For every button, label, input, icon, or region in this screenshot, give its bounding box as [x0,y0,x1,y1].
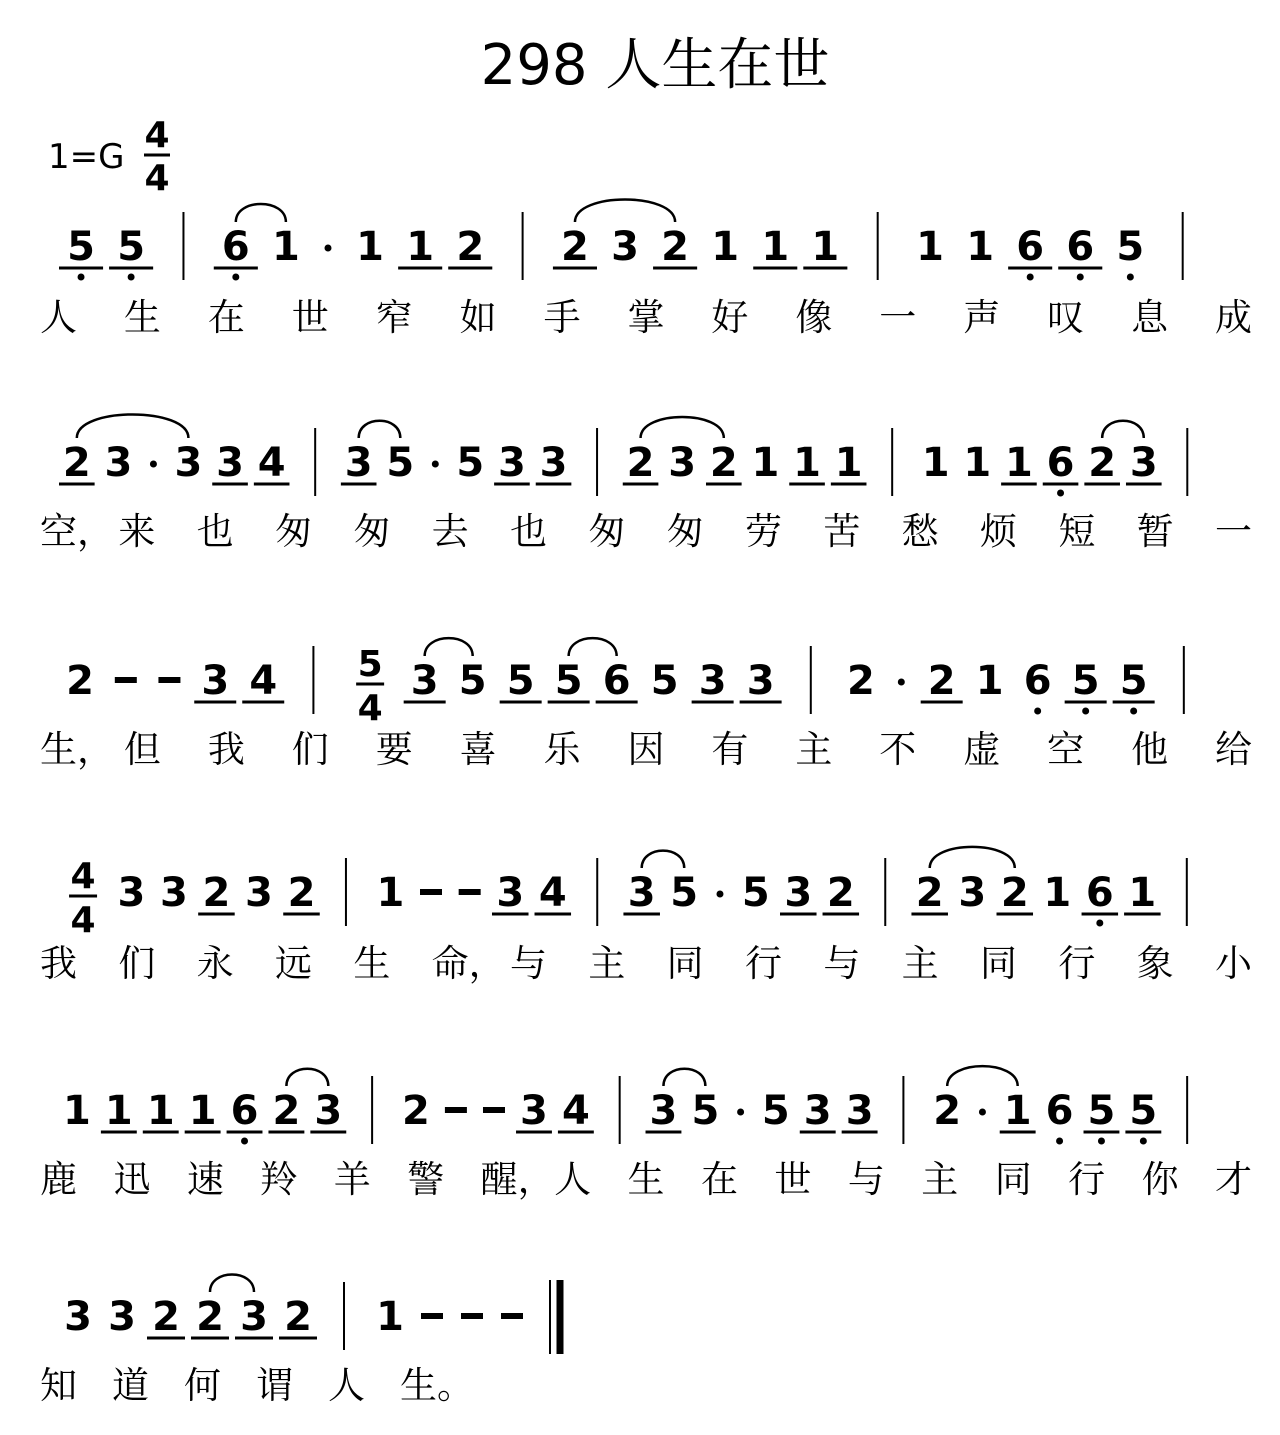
lyric-syllable: 象 [1136,942,1174,985]
note: 5 [67,224,95,270]
lyric-syllable: 窄 [375,296,413,339]
note: 5 [506,658,535,704]
lyric-syllable: 与 [823,942,861,985]
lyric-syllable: 一 [879,296,917,339]
note: 3 [117,870,146,916]
octave-dot-below [1077,274,1084,281]
lyric-syllable: 也 [196,510,234,553]
slur [286,1069,328,1086]
note: 6 [1016,224,1045,270]
note: 6 [602,658,631,704]
note: 1 [1128,870,1157,916]
lyric-syllable: 掌 [627,296,665,339]
note: 6 [221,224,250,270]
note: 2 [152,1294,180,1340]
note: 1 [376,870,405,916]
octave-dot-below [1057,490,1064,497]
note: 6 [230,1088,259,1134]
dash-extension [501,1313,523,1319]
octave-dot-below [1096,920,1103,927]
note: 2 [561,224,589,270]
note: 2 [456,224,485,270]
octave-dot-below [1127,274,1134,281]
note: 3 [698,658,727,704]
score-line [40,847,1253,985]
lyric-syllable: 小 [1215,942,1252,985]
lyric-syllable: 我 [207,728,245,771]
note: 3 [216,440,244,486]
lyric-syllable: 叹 [1047,296,1085,339]
note: 6 [1045,1088,1074,1134]
lyric-syllable: 同 [994,1158,1032,1201]
lyric-syllable: 也 [510,510,547,553]
note: 5 [670,870,699,916]
lyric-syllable: 行 [1058,942,1096,985]
note: 2 [927,658,956,704]
note: 3 [784,870,813,916]
lyric-syllable: 生。 [400,1364,474,1407]
note: 3 [539,440,568,486]
lyric-syllable: 命， [431,942,506,985]
note: 1 [376,1294,404,1340]
octave-dot-below [241,1138,248,1145]
note: 2 [709,440,738,486]
lyric-syllable: 我 [40,942,77,985]
augmentation-dot [716,891,723,898]
lyric-syllable: 一 [1215,510,1252,553]
lyric-line [40,510,1252,553]
note: 3 [201,658,230,704]
lyric-syllable: 如 [459,296,497,339]
note: 1 [146,1088,175,1134]
slur [947,1066,1017,1086]
lyric-syllable: 空， [40,510,114,553]
note: 1 [104,1088,133,1134]
octave-dot-below [1140,1138,1147,1145]
lyric-syllable: 劳 [745,510,782,553]
note: 2 [915,870,944,916]
note: 2 [401,1088,430,1134]
note: 1 [793,440,821,486]
note: 5 [554,658,583,704]
lyric-syllable: 速 [186,1158,224,1201]
note: 2 [202,870,231,916]
lyric-syllable: 你 [1141,1158,1179,1201]
note: 3 [611,224,639,270]
dash-extension [115,677,137,683]
augmentation-dot [324,245,331,252]
note: 3 [627,870,656,916]
lyric-syllable: 手 [543,296,581,339]
lyric-syllable: 乐 [543,728,581,771]
lyric-syllable: 在 [700,1158,738,1201]
dash-extension [445,1107,467,1113]
lyric-syllable: 同 [980,942,1017,985]
lyric-syllable: 主 [588,942,626,985]
slur [930,847,1015,868]
dash-extension [483,1107,505,1113]
octave-dot-below [1130,708,1137,715]
note: 2 [196,1294,224,1340]
slur [359,421,401,438]
note: 2 [1000,870,1029,916]
score-line [40,1275,560,1407]
note: 1 [711,224,740,270]
note: 1 [271,224,300,270]
meter-change-top: 4 [70,856,96,897]
lyric-syllable: 道 [112,1364,149,1407]
note: 2 [284,1294,312,1340]
note: 4 [249,658,278,704]
octave-dot-below [1034,708,1041,715]
lyric-syllable: 生 [123,296,161,339]
score-line [40,638,1252,771]
note: 3 [496,870,525,916]
lyric-syllable: 生， [40,728,114,771]
lyric-syllable: 匆 [353,510,391,553]
note: 5 [650,658,679,704]
note: 2 [287,870,316,916]
lyric-syllable: 生 [627,1158,665,1201]
dash-extension [420,889,442,895]
lyric-syllable: 醒， [480,1158,555,1201]
lyric-syllable: 才 [1215,1158,1252,1201]
note: 4 [561,1088,590,1134]
lyric-line [40,1364,474,1407]
meter-change-bottom: 4 [70,900,96,941]
note: 3 [649,1088,678,1134]
lyric-syllable: 匆 [666,510,704,553]
lyric-syllable: 世 [291,296,329,339]
note: 6 [1023,658,1052,704]
note: 1 [188,1088,217,1134]
note: 1 [921,440,950,486]
score-line [40,199,1252,339]
lyric-syllable: 好 [711,296,749,339]
note: 3 [344,440,373,486]
note: 2 [626,440,655,486]
octave-dot-below [1027,274,1034,281]
note: 1 [406,224,435,270]
lyric-syllable: 虚 [963,728,1001,771]
note: 3 [174,440,203,486]
lyric-syllable: 何 [184,1364,221,1407]
octave-dot-below [232,274,239,281]
score-line [40,1066,1252,1201]
note: 2 [933,1088,962,1134]
lyric-syllable: 像 [795,296,833,339]
note: 4 [257,440,286,486]
note: 2 [826,870,855,916]
song-title: 298 人生在世 [480,33,830,98]
octave-dot-below [128,274,135,281]
note: 1 [761,224,790,270]
note: 3 [108,1294,136,1340]
note: 5 [691,1088,720,1134]
dash-extension [461,1313,483,1319]
note: 5 [386,440,415,486]
note: 6 [1066,224,1095,270]
note: 1 [751,440,780,486]
note: 3 [1129,440,1158,486]
lyric-syllable: 在 [207,296,245,339]
lyric-syllable: 生 [353,942,391,985]
note: 6 [1085,870,1114,916]
note: 5 [1129,1088,1158,1134]
lyric-syllable: 们 [291,728,329,771]
note: 2 [62,440,91,486]
note: 1 [811,224,840,270]
note: 5 [741,870,770,916]
lyric-syllable: 有 [711,728,749,771]
note: 3 [64,1294,92,1340]
lyric-syllable: 远 [275,942,312,985]
lyric-line [40,728,1252,771]
lyric-syllable: 息 [1131,296,1169,339]
lyric-syllable: 但 [123,728,161,771]
lyric-syllable: 人 [328,1364,365,1407]
augmentation-dot [737,1109,744,1116]
slur [236,204,286,222]
lyric-syllable: 烦 [980,510,1017,553]
slur [210,1275,254,1292]
lyric-syllable: 短 [1058,510,1096,553]
note: 1 [975,658,1004,704]
note: 1 [63,1088,91,1134]
lyric-syllable: 同 [666,942,704,985]
slur [663,1069,705,1086]
lyric-syllable: 羚 [260,1158,298,1201]
lyric-syllable: 谓 [256,1364,293,1407]
lyric-syllable: 匆 [275,510,312,553]
lyric-line [40,296,1252,339]
octave-dot-below [1082,708,1089,715]
lyric-syllable: 知 [40,1364,77,1407]
note: 3 [498,440,526,486]
lyric-syllable: 们 [118,942,156,985]
note: 4 [538,870,567,916]
lyric-line [40,1158,1252,1201]
note: 3 [845,1088,874,1134]
note: 3 [245,870,273,916]
slur [425,638,473,656]
note: 5 [761,1088,790,1134]
slur [77,414,189,438]
lyric-syllable: 与 [847,1158,885,1201]
note: 2 [847,658,875,704]
lyric-syllable: 行 [745,942,782,985]
meter-change-bottom: 4 [357,688,383,729]
lyric-syllable: 人 [40,296,77,339]
dash-extension [459,889,481,895]
note: 5 [117,224,146,270]
note: 5 [1119,658,1148,704]
lyric-syllable: 去 [431,510,469,553]
note: 1 [963,440,992,486]
key-signature: 1=G [48,137,125,177]
note: 5 [1087,1088,1116,1134]
lyric-syllable: 他 [1131,728,1169,771]
lyric-syllable: 警 [407,1158,445,1201]
note: 2 [66,658,94,704]
lyric-syllable: 永 [196,942,234,985]
note: 5 [458,658,487,704]
lyric-syllable: 暂 [1136,510,1174,553]
note: 5 [456,440,485,486]
lyric-syllable: 喜 [459,728,497,771]
lyric-syllable: 不 [879,728,917,771]
slur [569,638,617,656]
time-signature-bottom: 4 [144,158,170,199]
dash-extension [158,677,180,683]
note: 1 [916,224,944,270]
lyric-syllable: 苦 [823,510,861,553]
octave-dot-below [1098,1138,1105,1145]
lyric-syllable: 迅 [113,1158,151,1201]
lyric-line [40,942,1253,985]
note: 3 [520,1088,548,1134]
note: 2 [1088,440,1117,486]
lyric-syllable: 成 [1215,296,1252,339]
lyric-syllable: 给 [1215,728,1252,771]
note: 6 [1046,440,1075,486]
note: 1 [834,440,863,486]
lyric-syllable: 来 [118,510,156,553]
meter-change-top: 5 [357,644,383,685]
lyric-syllable: 愁 [901,510,939,553]
lyric-syllable: 主 [795,728,833,771]
augmentation-dot [898,679,905,686]
time-signature-top: 4 [144,115,170,156]
note: 3 [104,440,133,486]
note: 1 [356,224,385,270]
note: 2 [661,224,690,270]
lyric-syllable: 行 [1068,1158,1106,1201]
augmentation-dot [150,461,157,468]
octave-dot-below [78,274,85,281]
lyric-syllable: 因 [627,728,665,771]
slur [575,199,675,222]
lyric-syllable: 声 [963,296,1001,339]
lyric-syllable: 与 [510,942,547,985]
note: 3 [240,1294,268,1340]
lyric-syllable: 人 [554,1158,592,1201]
note: 5 [1071,658,1100,704]
note: 3 [314,1088,343,1134]
score-lines [40,199,1253,1407]
note: 1 [1005,440,1033,486]
note: 3 [410,658,439,704]
note: 2 [272,1088,301,1134]
octave-dot-below [1056,1138,1063,1145]
note: 3 [958,870,987,916]
note: 1 [1043,870,1072,916]
lyric-syllable: 要 [375,728,413,771]
lyric-syllable: 主 [921,1158,959,1201]
lyric-syllable: 鹿 [40,1158,77,1201]
augmentation-dot [979,1109,986,1116]
lyric-syllable: 主 [901,942,939,985]
slur [642,851,685,868]
note: 5 [1116,224,1145,270]
lyric-syllable: 匆 [588,510,626,553]
slur [641,417,724,438]
lyric-syllable: 世 [774,1158,812,1201]
lyric-syllable: 羊 [333,1158,371,1201]
dash-extension [421,1313,443,1319]
note: 3 [159,870,188,916]
note: 3 [746,658,775,704]
note: 3 [803,1088,832,1134]
score-line [40,414,1252,553]
note: 3 [668,440,697,486]
slur [1102,421,1144,438]
lyric-syllable: 空 [1047,728,1085,771]
augmentation-dot [432,461,439,468]
note: 1 [966,224,995,270]
note: 1 [1003,1088,1032,1134]
